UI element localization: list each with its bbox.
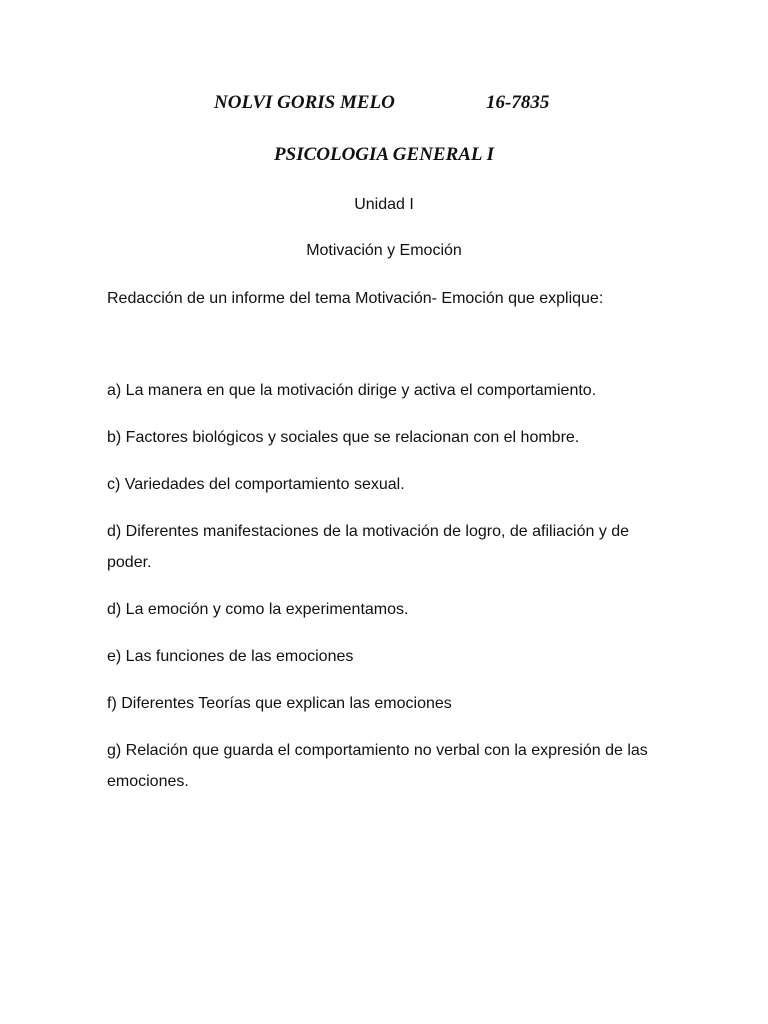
list-item: d) La emoción y como la experimentamos.	[107, 601, 409, 618]
list-item: a) La manera en que la motivación dirige y activa el comportamiento.	[107, 382, 597, 399]
topic-title: Motivación y Emoción	[306, 242, 462, 259]
list-item: f) Diferentes Teorías que explican las emociones	[107, 695, 452, 712]
header-line	[0, 92, 768, 118]
student-id: 16-7835	[486, 92, 550, 113]
course-title: PSICOLOGIA GENERAL I	[274, 144, 494, 165]
list-item: d) Diferentes manifestaciones de la motivación de logro, de afiliación y de poder.	[107, 523, 630, 571]
list-item: c) Variedades del comportamiento sexual.	[107, 476, 405, 493]
question-list	[107, 375, 667, 813]
list-item: g) Relación que guarda el comportamiento no verbal con la expresión de las emociones.	[107, 742, 648, 790]
author-name: NOLVI GORIS MELO	[214, 92, 395, 113]
list-item: e) Las funciones de las emociones	[107, 648, 354, 665]
intro-paragraph: Redacción de un informe del tema Motivación- Emoción que explique:	[107, 290, 604, 307]
unit-label: Unidad I	[354, 196, 414, 213]
list-item: b) Factores biológicos y sociales que se relacionan con el hombre.	[107, 429, 580, 446]
